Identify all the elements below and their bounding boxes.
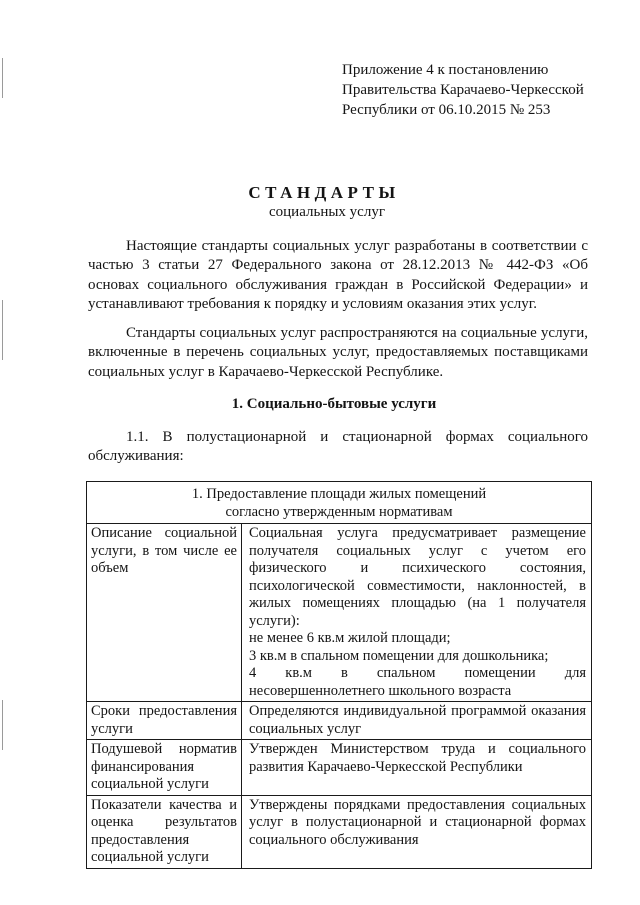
scan-edge-mark — [2, 58, 3, 98]
standards-table — [86, 481, 592, 869]
row-value: Утверждены порядками предоставления социальных услуг в полустационарной и стационарной формах социального обслуживания — [249, 796, 586, 848]
row-value-text: не менее 6 кв.м жилой площади; — [249, 630, 451, 646]
intro-paragraph: Настоящие стандарты социальных услуг разработаны в соответствии с частью 3 статьи 27 Федерального закона от 28.12.2013 № 442-ФЗ «Об основах социального обслуживания граждан в Российской Федерации» и устанавливают требования к порядку и условиям оказания этих услуг. — [88, 238, 588, 313]
table-row — [87, 524, 591, 701]
scan-edge-mark — [2, 700, 3, 750]
table-row — [87, 795, 591, 868]
row-label: Описание социальной услуги, в том числе ее объем — [87, 524, 242, 701]
table-header-line: согласно утвержденным нормативам — [225, 503, 453, 520]
row-label: Подушевой норматив финансирования социальной услуги — [87, 740, 242, 795]
section-paragraph: 1.1. В полустационарной и стационарной формах социального обслуживания: — [88, 429, 588, 465]
intro-paragraph: Стандарты социальных услуг распространяются на социальные услуги, включенные в перечень социальных услуг, предоставляемых поставщиками социальных услуг в Карачаево-Черкесской Республике. — [88, 325, 588, 380]
row-value-text: 3 кв.м в спальном помещении для дошкольника; — [249, 647, 549, 664]
section-title: 1. Социально-бытовые услуги — [231, 396, 437, 412]
row-value: Утвержден Министерством труда и социального развития Карачаево-Черкесской Республики — [249, 741, 586, 775]
row-value — [242, 524, 591, 701]
appendix-header-line: Республики от 06.10.2015 № 253 — [342, 102, 551, 118]
document-title: СТАНДАРТЫ — [248, 183, 400, 202]
table-row — [87, 701, 591, 739]
appendix-header — [342, 60, 584, 120]
appendix-header-line: Правительства Карачаево-Черкесской — [342, 82, 584, 98]
table-row — [87, 739, 591, 795]
appendix-header-line: Приложение 4 к постановлению — [342, 62, 549, 78]
scan-edge-mark — [2, 300, 3, 360]
row-label: Сроки предоставления услуги — [87, 702, 242, 739]
table-header — [87, 482, 591, 524]
row-value-text: Социальная услуга предусматривает размещение получателя социальных услуг с учетом его физического и психического состояния, психологической совместимости, наклонностей, в жилых помещениях площадью (на 1 получателя услуги): — [249, 525, 586, 629]
row-value-text: 4 кв.м в спальном помещении для несовершеннолетнего школьного возраста — [249, 665, 586, 699]
row-value: Определяются индивидуальной программой оказания социальных услуг — [249, 703, 586, 737]
row-label: Показатели качества и оценка результатов предоставления социальной услуги — [87, 796, 242, 868]
document-subtitle: социальных услуг — [269, 204, 385, 220]
table-header-line: 1. Предоставление площади жилых помещений — [191, 486, 487, 502]
